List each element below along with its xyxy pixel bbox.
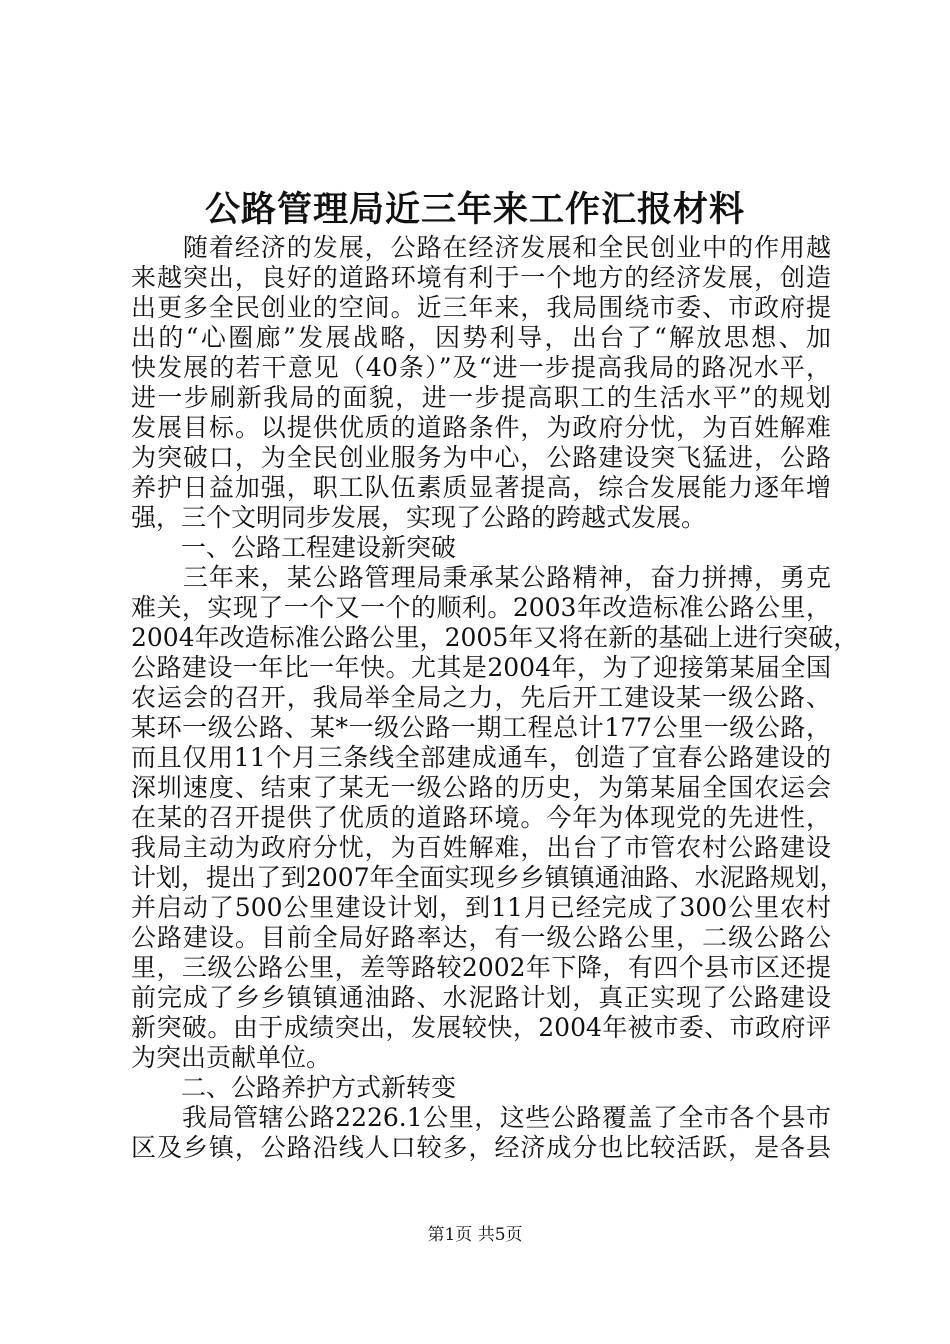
- text-line: 发展目标。以提供优质的道路条件，为政府分忧，为百姓解难: [131, 413, 831, 442]
- section-heading: 二、公路养护方式新转变: [131, 1073, 457, 1102]
- text-line: 农运会的召开，我局举全局之力，先后开工建设某一级公路、: [131, 683, 831, 712]
- text-line: 公路建设一年比一年快。尤其是2004年，为了迎接第某届全国: [131, 653, 831, 682]
- text-line: 某环一级公路、某*一级公路一期工程总计177公里一级公路，: [131, 713, 831, 742]
- text-line: 新突破。由于成绩突出，发展较快，2004年被市委、市政府评: [131, 1013, 831, 1042]
- text-line: 我局管辖公路2226.1公里，这些公路覆盖了全市各个县市: [131, 1103, 831, 1132]
- text-line: 2004年改造标准公路公里，2005年又将在新的基础上进行突破，: [131, 623, 859, 652]
- text-line: 来越突出，良好的道路环境有利于一个地方的经济发展，创造: [131, 263, 831, 292]
- document-title: 公路管理局近三年来工作汇报材料: [204, 189, 745, 230]
- text-line: 难关，实现了一个又一个的顺利。2003年改造标准公路公里，: [131, 593, 831, 622]
- page-number-footer: 第1页 共5页: [427, 1225, 523, 1245]
- text-line: 为突破口，为全民创业服务为中心，公路建设突飞猛进，公路: [131, 443, 831, 472]
- section-heading: 一、公路工程建设新突破: [131, 533, 457, 562]
- document-body: [131, 233, 859, 1163]
- text-line: 快发展的若干意见（40条）”及“进一步提高我局的路况水平，: [131, 353, 831, 382]
- text-line: 计划，提出了到2007年全面实现乡乡镇镇通油路、水泥路规划，: [131, 863, 845, 892]
- text-line: 强，三个文明同步发展，实现了公路的跨越式发展。: [131, 503, 707, 532]
- text-line: 出的“心圈廊”发展战略，因势利导，出台了“解放思想、加: [131, 323, 831, 352]
- text-line: 养护日益加强，职工队伍素质显著提高，综合发展能力逐年增: [131, 473, 831, 502]
- text-line: 前完成了乡乡镇镇通油路、水泥路计划，真正实现了公路建设: [131, 983, 831, 1012]
- text-line: 在某的召开提供了优质的道路环境。今年为体现党的先进性，: [131, 803, 831, 832]
- text-line: 里，三级公路公里，差等路较2002年下降，有四个县市区还提: [131, 953, 831, 982]
- text-line: 我局主动为政府分忧，为百姓解难，出台了市管农村公路建设: [131, 833, 831, 862]
- text-line: 为突出贡献单位。: [131, 1043, 332, 1072]
- text-line: 深圳速度、结束了某无一级公路的历史，为第某届全国农运会: [131, 773, 831, 802]
- text-line: 进一步刷新我局的面貌，进一步提高职工的生活水平”的规划: [131, 383, 831, 412]
- text-line: 并启动了500公里建设计划，到11月已经完成了300公里农村: [131, 893, 831, 922]
- text-line: 区及乡镇，公路沿线人口较多，经济成分也比较活跃，是各县: [131, 1133, 831, 1162]
- text-line: 出更多全民创业的空间。近三年来，我局围绕市委、市政府提: [131, 293, 831, 322]
- text-line: 而且仅用11个月三条线全部建成通车，创造了宜春公路建设的: [131, 743, 831, 772]
- text-line: 随着经济的发展，公路在经济发展和全民创业中的作用越: [131, 233, 831, 262]
- text-line: 三年来，某公路管理局秉承某公路精神，奋力拼搏，勇克: [131, 563, 831, 592]
- text-line: 公路建设。目前全局好路率达，有一级公路公里，二级公路公: [131, 923, 831, 952]
